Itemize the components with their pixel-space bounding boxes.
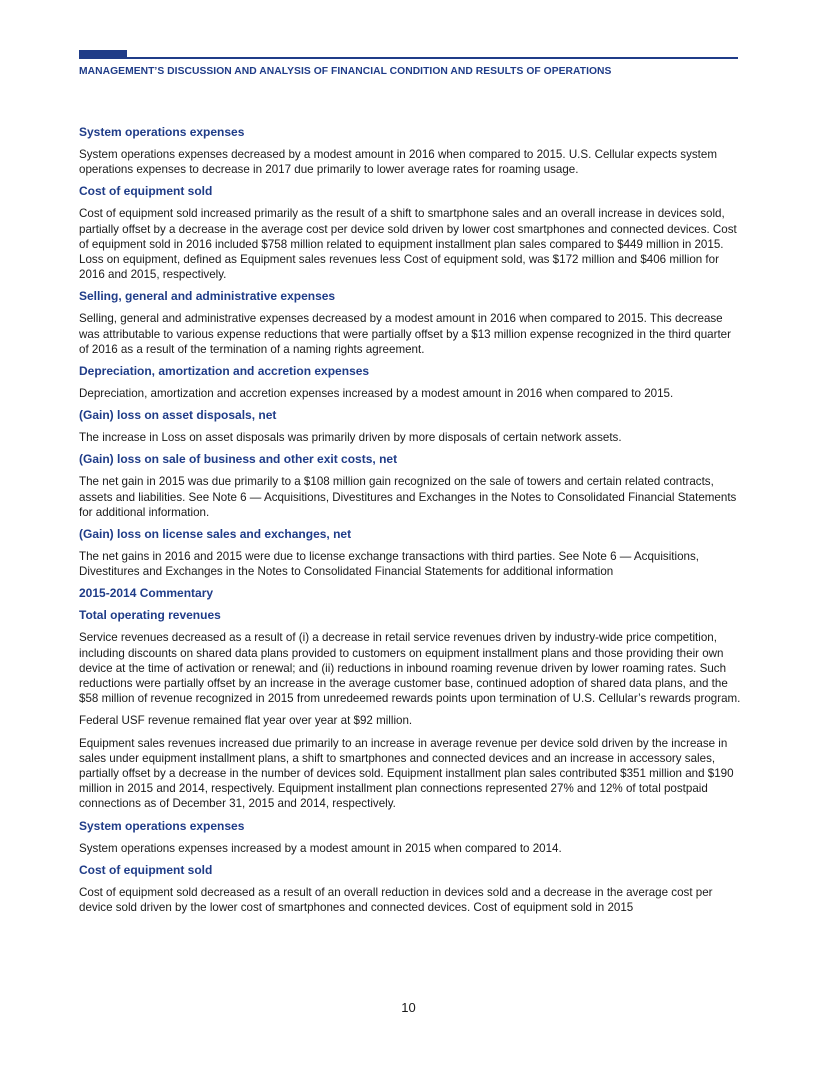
body-paragraph: Cost of equipment sold decreased as a result of an overall reduction in devices sold and a decrease in the average cost per device sold driven by the lower cost of smartphones and connected devices. Cost of equipment sold in 2015: [79, 885, 713, 915]
section-heading: (Gain) loss on asset disposals, net: [79, 408, 277, 423]
section-heading: Selling, general and administrative expenses: [79, 289, 336, 304]
body-paragraph: Cost of equipment sold increased primarily as the result of a shift to smartphone sales and an overall increase in devices sold, partially offset by a decrease in the average cost per device sold driven by lower cost smartphones and connected devices. Cost of equipment sold in 2016 included $758 million related to equipment installment plan sales compared to $449 million in 2015. Loss on equipment, defined as Equipment sales revenues less Cost of equipment sold, was $172 million and $406 million for 2016 and 2015, respectively.: [79, 207, 737, 282]
body-paragraph: Depreciation, amortization and accretion expenses increased by a modest amount in 2016 when compared to 2015.: [79, 387, 674, 401]
body-paragraph: System operations expenses increased by a modest amount in 2015 when compared to 2014.: [79, 841, 562, 855]
section-heading: Cost of equipment sold: [79, 862, 213, 877]
body-paragraph: Equipment sales revenues increased due primarily to an increase in average revenue per device sold driven by the increase in sales under equipment installment plans, a shift to smartphones and connected devices and an increase in accessory sales, partially offset by a decrease in the number of devices sold. Equipment installment plan sales contributed $351 million and $190 million in 2015 and 2014, respectively. Equipment installment plan connections represented 27% and 12% of total postpaid connections as of December 31, 2015 and 2014, respectively.: [79, 736, 734, 811]
section-heading: (Gain) loss on sale of business and other exit costs, net: [79, 452, 398, 467]
document-body: [79, 125, 741, 922]
commentary-heading: 2015-2014 Commentary: [79, 586, 214, 601]
body-paragraph: The net gains in 2016 and 2015 were due to license exchange transactions with third parties. See Note 6 — Acquisitions, Divestitures and Exchanges in the Notes to Consolidated Financial Statements for additional information: [79, 550, 699, 579]
section-heading: Depreciation, amortization and accretion expenses: [79, 364, 370, 379]
section-heading: Cost of equipment sold: [79, 184, 213, 199]
page-number: 10: [401, 1000, 416, 1015]
section-heading: System operations expenses: [79, 818, 245, 833]
body-paragraph: Federal USF revenue remained flat year over year at $92 million.: [79, 714, 413, 728]
header-rule: [79, 57, 738, 59]
body-paragraph: Service revenues decreased as a result of (i) a decrease in retail service revenues driven by industry-wide price competition, including discounts on shared data plans provided to customers on equipment installment plans and those providing their own device at the time of activation or renewal; and (ii) reductions in inbound roaming revenue driven by lower roaming rates. Such reductions were partially offset by an increase in the average customer base, continued adoption of shared data plans, and the $58 million of revenue recognized in 2015 from unredeemed rewards points upon termination of U.S. Cellular’s rewards program.: [79, 631, 741, 706]
section-heading: System operations expenses: [79, 125, 245, 139]
body-paragraph: The increase in Loss on asset disposals was primarily driven by more disposals of certain network assets.: [79, 431, 622, 445]
section-heading: Total operating revenues: [79, 608, 221, 623]
section-heading: (Gain) loss on license sales and exchanges, net: [79, 527, 352, 542]
running-header-title: MANAGEMENT’S DISCUSSION AND ANALYSIS OF FINANCIAL CONDITION AND RESULTS OF OPERATIONS: [79, 66, 612, 77]
body-paragraph: System operations expenses decreased by a modest amount in 2016 when compared to 2015. U.S. Cellular expects system operations expenses to decrease in 2017 due primarily to lower average rates for roaming usage.: [79, 148, 718, 177]
body-paragraph: Selling, general and administrative expenses decreased by a modest amount in 2016 when compared to 2015. This decrease was attributable to various expense reductions that were partially offset by a $13 million expense recognized in the third quarter of 2016 as a result of the termination of a naming rights agreement.: [79, 312, 731, 356]
body-paragraph: The net gain in 2015 was due primarily to a $108 million gain recognized on the sale of towers and certain related contracts, assets and liabilities. See Note 6 — Acquisitions, Divestitures and Exchanges in the Notes to Consolidated Financial Statements for additional information.: [79, 475, 737, 519]
